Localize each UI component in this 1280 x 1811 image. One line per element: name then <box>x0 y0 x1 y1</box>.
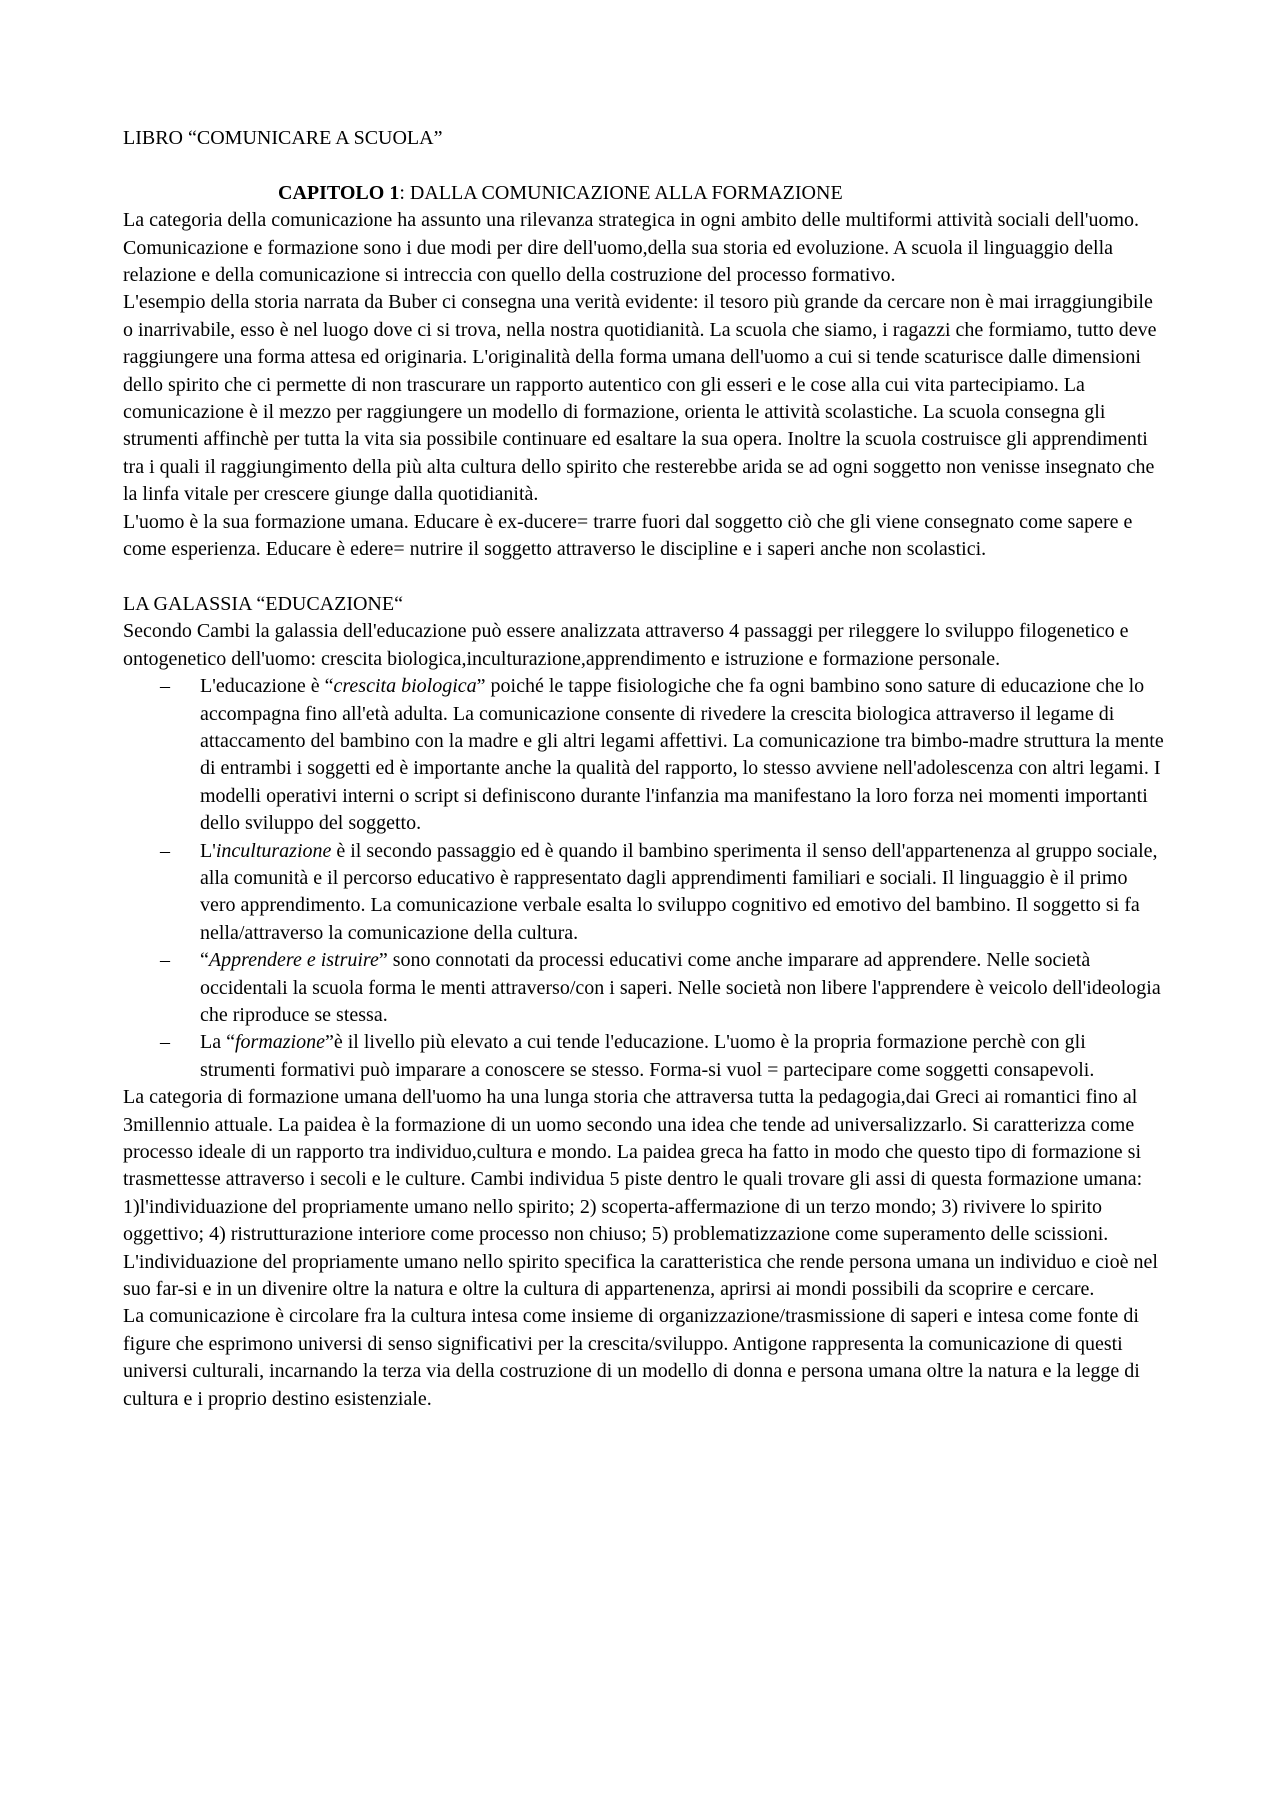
closing-paragraph-3: La comunicazione è circolare fra la cultura intesa come insieme di organizzazione/trasmissione di saperi e intesa come fonte di figure che esprimono universi di senso significativi per la crescita/sviluppo. Antigone rappresenta la comunicazione di questi universi culturali, incarnando la terza via della costruzione di un modello di donna e persona umana oltre la natura e la legge di cultura e i proprio destino esistenziale. <box>123 1305 1140 1410</box>
passages-list <box>123 673 1165 1084</box>
list-item-text-before: La “ <box>200 1031 235 1054</box>
closing-paragraph-1: La categoria di formazione umana dell'uomo ha una lunga storia che attraversa tutta la pedagogia,dai Greci ai romantici fino al 3millennio attuale. La paidea è la formazione di un uomo secondo una idea che tende ad universalizzarlo. Si caratterizza come processo ideale di un rapporto tra individuo,cultura e mondo. La paidea greca ha fatto in modo che questo tipo di formazione si trasmettesse attraverso i secoli e le culture. Cambi individua 5 piste dentro le quali trovare gli assi di questa formazione umana: 1)l'individuazione del propriamente umano nello spirito; 2) scoperta-affermazione di un terzo mondo; 3) rivivere lo spirito oggettivo; 4) ristrutturazione interiore come processo non chiuso; 5) problematizzazione come superamento delle scissioni. <box>123 1086 1143 1246</box>
list-item <box>123 673 1165 837</box>
list-item-text-after: ” sono connotati da processi educativi come anche imparare ad apprendere. Nelle società occidentali la scuola forma le menti attraverso/con i saperi. Nelle società non libere l'apprendere è veicolo dell'ideologia che riproduce se stessa. <box>200 949 1161 1026</box>
chapter-label: CAPITOLO 1 <box>278 181 400 204</box>
section-title: LA GALASSIA “EDUCAZIONE“ <box>123 592 403 615</box>
section-lead-paragraph: Secondo Cambi la galassia dell'educazione può essere analizzata attraverso 4 passaggi per rileggere lo sviluppo filogenetico e ontogenetico dell'uomo: crescita biologica,inculturazione,apprendimento e istruzione e formazione personale. <box>123 620 1129 670</box>
list-item <box>123 838 1165 948</box>
list-item <box>123 947 1165 1029</box>
blank-line <box>123 563 1165 590</box>
intro-paragraph-2: L'esempio della storia narrata da Buber ci consegna una verità evidente: il tesoro più grande da cercare non è mai irraggiungibile o inarrivabile, esso è nel luogo dove ci si trova, nella nostra quotidianità. La scuola che siamo, i ragazzi che formiamo, tutto deve raggiungere una forma attesa ed originaria. L'originalità della forma umana dell'uomo a cui si tende scaturisce dalle dimensioni dello spirito che ci permette di non trascurare un rapporto autentico con gli esseri e le cose alla cui vita partecipiamo. La comunicazione è il mezzo per raggiungere un modello di formazione, orienta le attività scolastiche. La scuola consegna gli strumenti affinchè per tutta la vita sia possibile continuare ed esaltare la sua opera. Inoltre la scuola costruisce gli apprendimenti tra i quali il raggiungimento della più alta cultura dello spirito che resterebbe arida se ad ogni soggetto non venisse insegnato che la linfa vitale per crescere giunge dalla quotidianità. <box>123 291 1157 506</box>
list-item-text-before: “ <box>200 949 209 972</box>
bullet-dash-icon: – <box>160 675 170 698</box>
list-item-term: crescita biologica <box>333 675 477 698</box>
list-item <box>123 1029 1165 1084</box>
list-item-text-before: L' <box>200 839 216 862</box>
chapter-separator: : <box>399 181 410 204</box>
blank-line <box>123 152 1165 179</box>
intro-paragraph-3: L'uomo è la sua formazione umana. Educare è ex-ducere= trarre fuori dal soggetto ciò che gli viene consegnato come sapere e come esperienza. Educare è edere= nutrire il soggetto attraverso le discipline e i saperi anche non scolastici. <box>123 510 1133 561</box>
bullet-dash-icon: – <box>160 949 170 972</box>
intro-paragraph-1: La categoria della comunicazione ha assunto una rilevanza strategica in ogni ambito delle multiformi attività sociali dell'uomo. Comunicazione e formazione sono i due modi per dire dell'uomo,della sua storia ed evoluzione. A scuola il linguaggio della relazione e della comunicazione si intreccia con quello della costruzione del processo formativo. <box>123 209 1140 287</box>
list-item-text-after: è il secondo passaggio ed è quando il bambino sperimenta il senso dell'appartenenza al gruppo sociale, alla comunità e il percorso educativo è rappresentato dagli apprendimenti familiari e sociali. Il linguaggio è il primo vero apprendimento. La comunicazione verbale esalta lo sviluppo cognitivo ed emotivo del bambino. Il soggetto si fa nella/attraverso la comunicazione della cultura. <box>200 839 1158 944</box>
bullet-dash-icon: – <box>160 1031 170 1054</box>
document-page <box>123 125 1165 1413</box>
chapter-title: DALLA COMUNICAZIONE ALLA FORMAZIONE <box>409 181 843 204</box>
list-item-text-before: L'educazione è “ <box>200 675 334 698</box>
list-item-text-after: ” poiché le tappe fisiologiche che fa ogni bambino sono sature di educazione che lo accompagna fino all'età adulta. La comunicazione consente di rivedere la crescita biologica attraverso il legame di attaccamento del bambino con la madre e gli altri legami affettivi. La comunicazione tra bimbo-madre struttura la mente di entrambi i soggetti ed è importante anche la qualità del rapporto, lo stesso avviene nell'adolescenza con altri legami. I modelli operativi interni o script si definiscono durante l'infanzia ma manifestano la loro forza nei momenti importanti dello sviluppo del soggetto. <box>200 675 1164 835</box>
list-item-term: Apprendere e istruire <box>208 949 379 972</box>
chapter-heading <box>123 180 1165 207</box>
list-item-term: inculturazione <box>215 839 332 862</box>
document-title: LIBRO “COMUNICARE A SCUOLA” <box>123 127 443 149</box>
list-item-term: formazione <box>234 1031 325 1054</box>
bullet-dash-icon: – <box>160 839 170 862</box>
closing-paragraph-2: L'individuazione del propriamente umano nello spirito specifica la caratteristica che rende persona umana un individuo e cioè nel suo far-si e in un divenire oltre la natura e oltre la cultura di appartenenza, aprirsi ai mondi possibili da scoprire e cercare. <box>123 1250 1158 1301</box>
list-item-text-after: ”è il livello più elevato a cui tende l'educazione. L'uomo è la propria formazione perchè con gli strumenti formativi può imparare a conoscere se stesso. Forma-si vuol = partecipare come soggetti consapevoli. <box>200 1031 1095 1081</box>
